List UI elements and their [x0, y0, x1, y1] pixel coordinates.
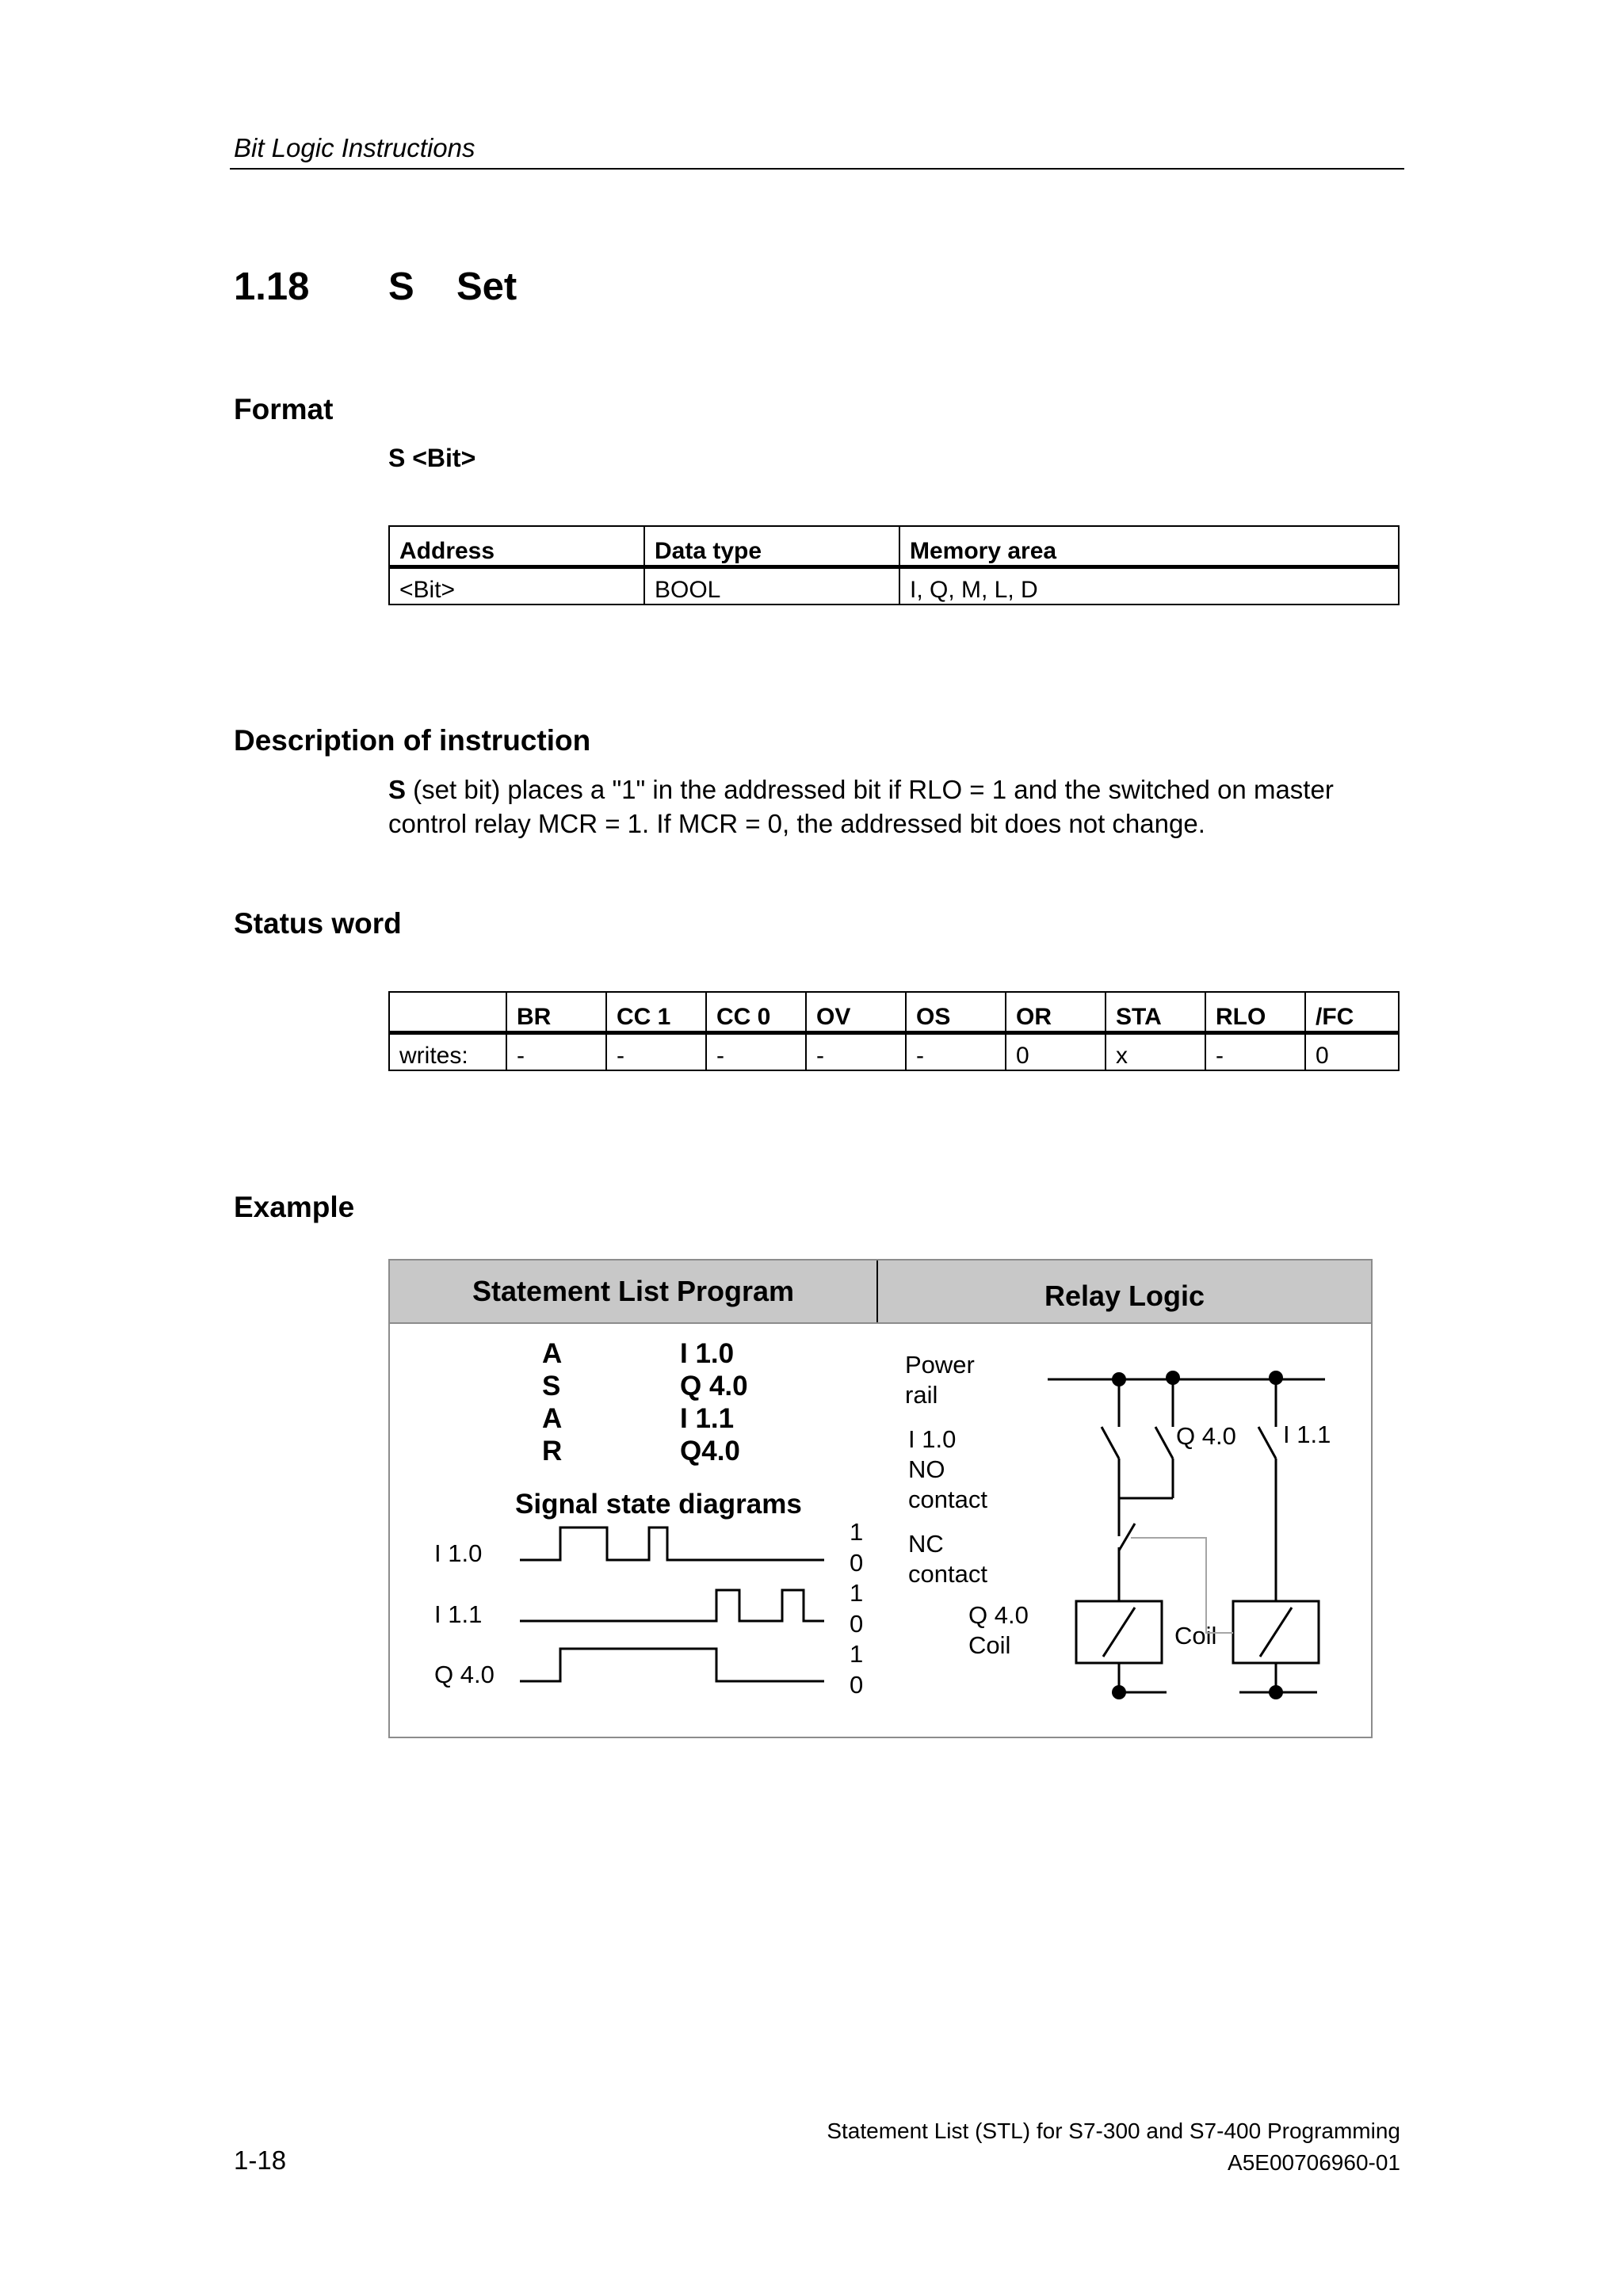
format-cell-address: <Bit> — [389, 567, 644, 605]
format-col-memory: Memory area — [899, 526, 1399, 567]
signal-q40-low: 0 — [850, 1671, 864, 1699]
format-cell-memory: I, Q, M, L, D — [899, 567, 1399, 605]
sw-cell-sta: x — [1106, 1033, 1205, 1071]
sw-head-sta: STA — [1106, 992, 1205, 1033]
format-syntax: S <Bit> — [388, 444, 476, 472]
sw-head-or: OR — [1006, 992, 1106, 1033]
stl-op-3: A — [542, 1403, 563, 1434]
stl-operand-3: I 1.1 — [680, 1403, 735, 1434]
section-number: 1.18 — [234, 265, 310, 308]
stl-op-4: R — [542, 1436, 563, 1466]
relay-label-power-2: rail — [905, 1381, 938, 1409]
header-rule — [230, 168, 1404, 170]
format-cell-datatype: BOOL — [644, 567, 899, 605]
page-number: 1-18 — [234, 2145, 287, 2175]
sw-cell-rlo: - — [1205, 1033, 1305, 1071]
status-word-header — [389, 992, 1399, 1033]
signal-name-i11: I 1.1 — [434, 1600, 483, 1628]
status-word-table — [388, 991, 1400, 1071]
signal-name-i10: I 1.0 — [434, 1539, 483, 1567]
relay-label-power-1: Power — [905, 1351, 975, 1379]
description-bold-lead: S — [388, 775, 407, 804]
relay-label-i11: I 1.1 — [1283, 1421, 1331, 1448]
stl-op-1: A — [542, 1338, 563, 1369]
format-col-address: Address — [389, 526, 644, 567]
relay-label-coil: Coil — [1174, 1622, 1217, 1650]
stl-operand-2: Q 4.0 — [680, 1371, 748, 1402]
stl-operand-1: I 1.0 — [680, 1338, 735, 1369]
sw-head-cc1: CC 1 — [606, 992, 706, 1033]
running-title: Bit Logic Instructions — [234, 133, 475, 162]
sw-cell-ov: - — [806, 1033, 906, 1071]
signal-i10-low: 0 — [850, 1549, 864, 1577]
sw-cell-cc1: - — [606, 1033, 706, 1071]
stl-operand-4: Q4.0 — [680, 1436, 740, 1466]
relay-label-i10: I 1.0 — [908, 1425, 957, 1453]
relay-label-nc-1: NC — [908, 1530, 944, 1558]
format-heading: Format — [234, 393, 334, 425]
format-table — [388, 525, 1400, 605]
sw-cell-writes: writes: — [389, 1033, 506, 1071]
table-row — [389, 1033, 1399, 1071]
relay-label-no-1: NO — [908, 1455, 945, 1483]
relay-label-q40-coil-1: Q 4.0 — [968, 1601, 1029, 1629]
signal-q40-high: 1 — [850, 1640, 864, 1668]
signal-i11-low: 0 — [850, 1610, 864, 1638]
relay-label-q40-coil-2: Coil — [968, 1631, 1011, 1659]
description-body: (set bit) places a "1" in the addressed bit if RLO = 1 and the switched on master control relay MCR = 1. If MCR = 0, the addressed bit does not change. — [388, 775, 1334, 838]
example-diagram — [388, 1259, 1373, 1738]
footer-manual-title: Statement List (STL) for S7-300 and S7-400 Programming — [827, 2119, 1400, 2143]
stl-header: Statement List Program — [472, 1275, 795, 1307]
section-letter: S — [388, 265, 414, 308]
signal-name-q40: Q 4.0 — [434, 1661, 495, 1688]
sw-cell-br: - — [506, 1033, 606, 1071]
signal-diagram-title: Signal state diagrams — [515, 1489, 802, 1520]
signal-i10-high: 1 — [850, 1518, 864, 1546]
table-row — [389, 567, 1399, 605]
relay-label-nc-2: contact — [908, 1560, 987, 1588]
sw-cell-cc0: - — [706, 1033, 806, 1071]
relay-label-no-2: contact — [908, 1486, 987, 1513]
relay-label-q40-contact: Q 4.0 — [1176, 1422, 1236, 1450]
sw-head-ov: OV — [806, 992, 906, 1033]
signal-i11-high: 1 — [850, 1579, 864, 1607]
format-table-header — [389, 526, 1399, 567]
section-name: Set — [456, 265, 517, 308]
status-word-heading: Status word — [234, 907, 402, 940]
example-heading: Example — [234, 1191, 355, 1223]
sw-cell-or: 0 — [1006, 1033, 1106, 1071]
sw-cell-fc: 0 — [1305, 1033, 1399, 1071]
sw-head-os: OS — [906, 992, 1006, 1033]
relay-header: Relay Logic — [1044, 1280, 1205, 1312]
sw-head-br: BR — [506, 992, 606, 1033]
sw-head-rlo: RLO — [1205, 992, 1305, 1033]
sw-head-cc0: CC 0 — [706, 992, 806, 1033]
format-col-datatype: Data type — [644, 526, 899, 567]
description-text — [388, 772, 1419, 841]
description-heading: Description of instruction — [234, 724, 591, 757]
sw-head-fc: /FC — [1305, 992, 1399, 1033]
sw-cell-os: - — [906, 1033, 1006, 1071]
sw-head-0 — [389, 992, 506, 1033]
footer-doc-number: A5E00706960-01 — [1228, 2150, 1400, 2175]
stl-op-2: S — [542, 1371, 561, 1402]
relay-ladder-diagram — [390, 1261, 1371, 1737]
